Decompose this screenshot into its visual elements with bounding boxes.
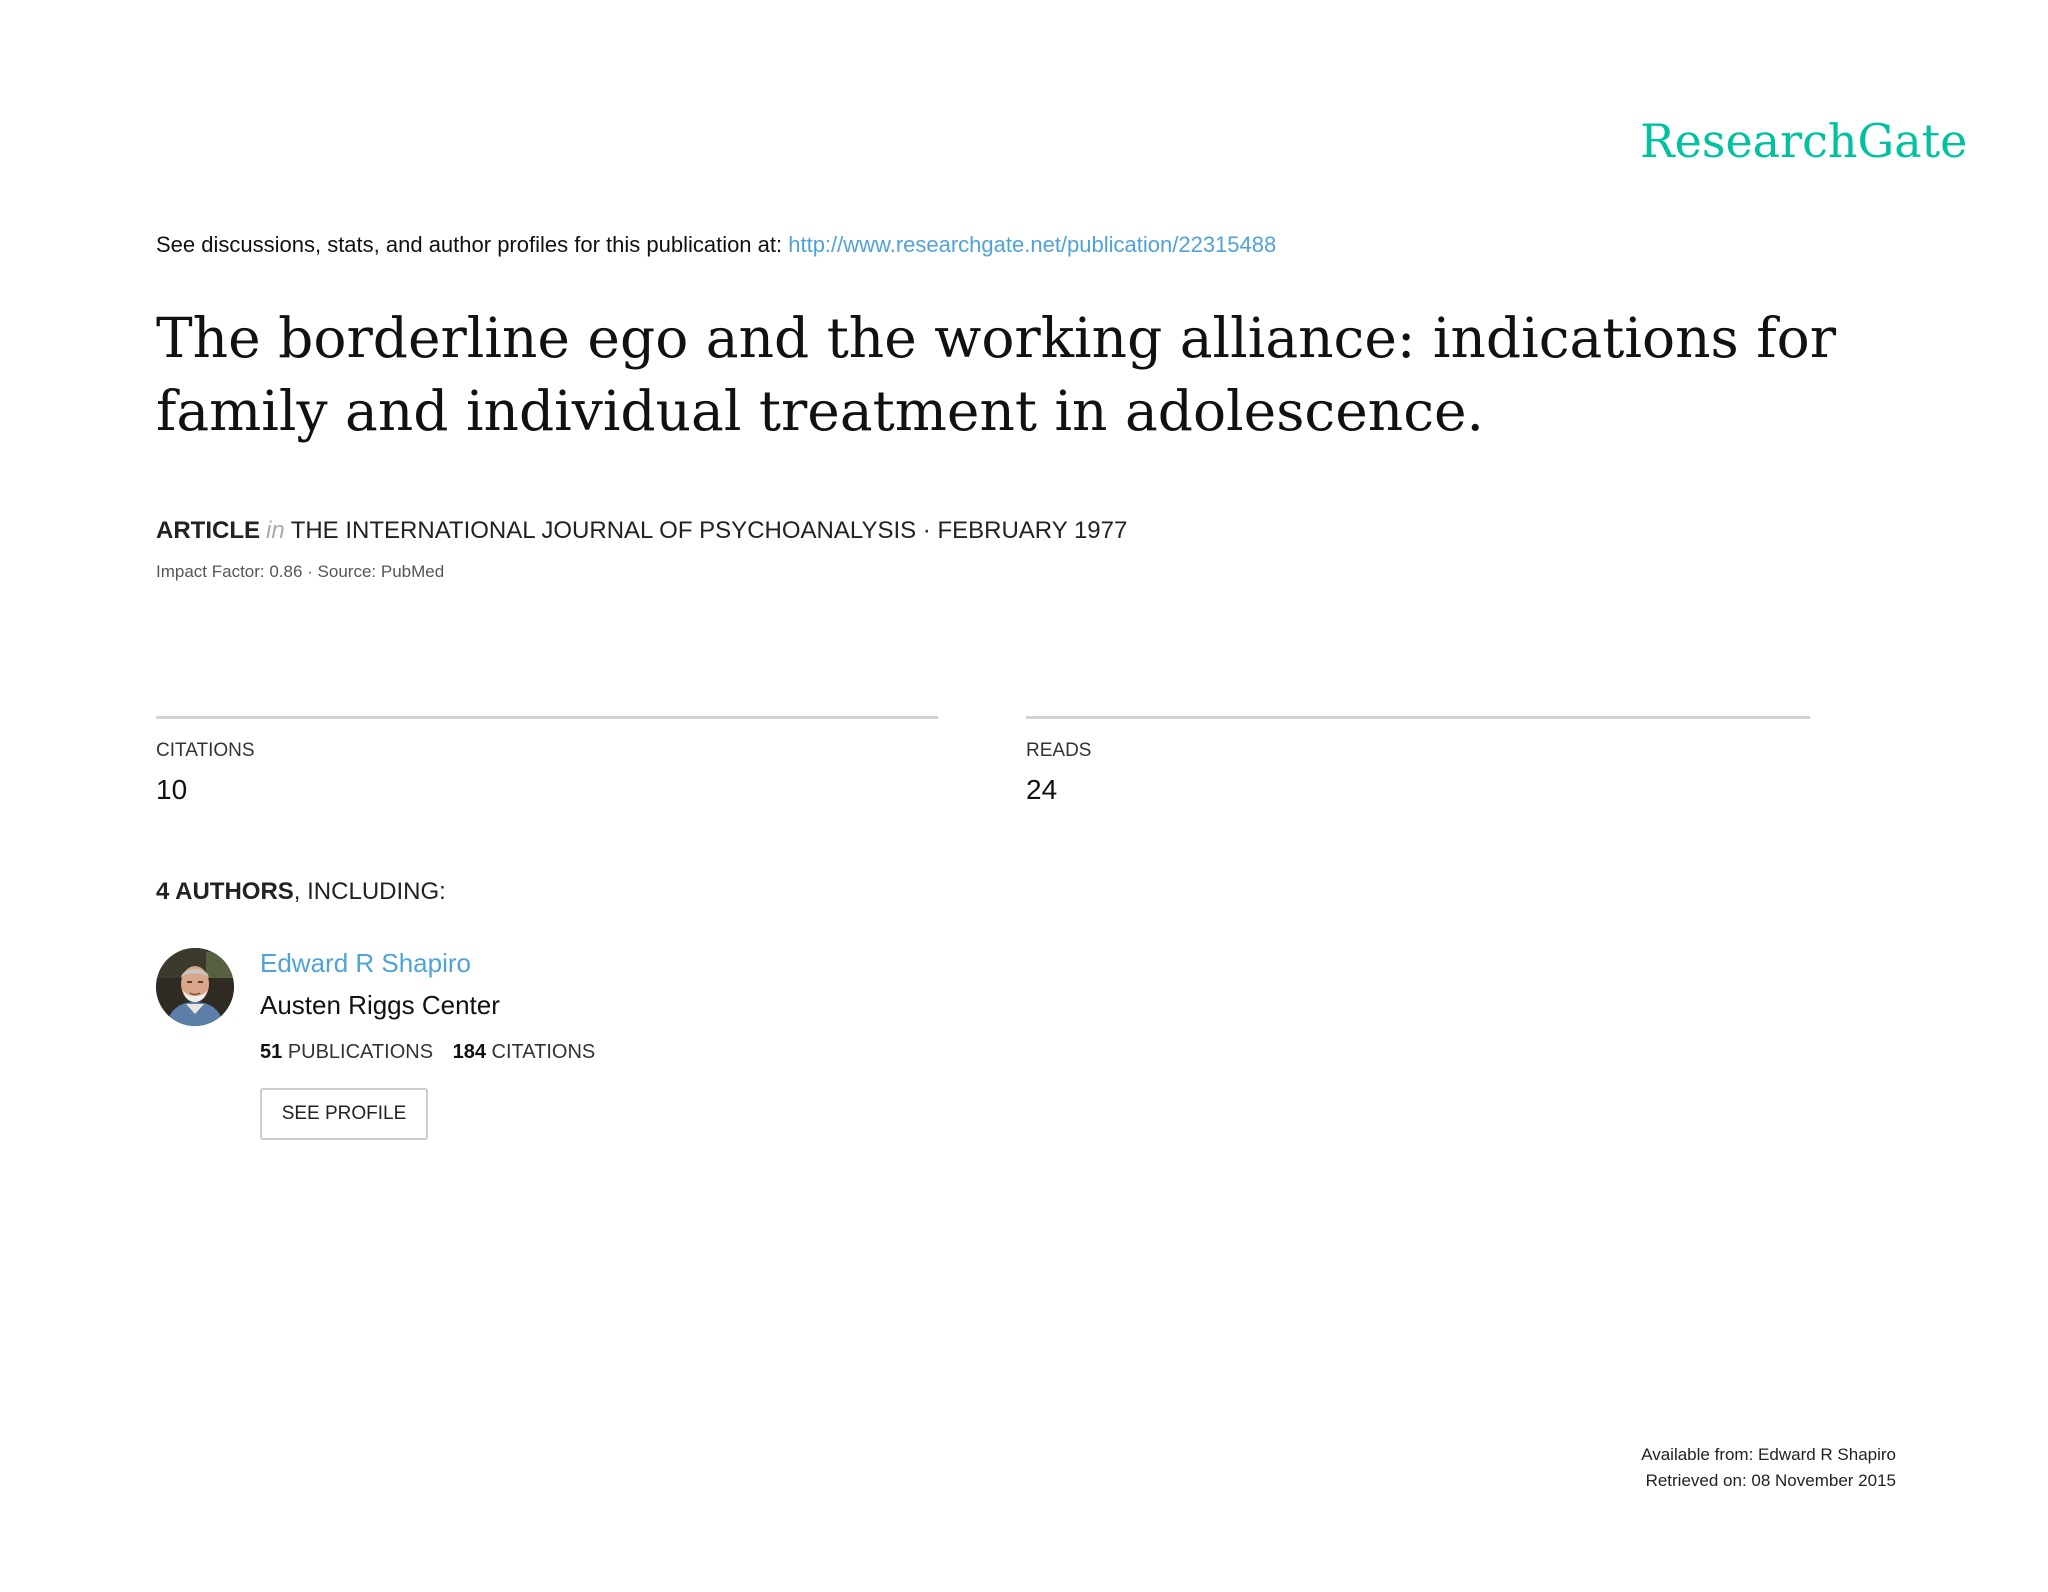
- see-profile-button[interactable]: SEE PROFILE: [260, 1088, 428, 1140]
- authors-count: 4 AUTHORS: [156, 878, 294, 905]
- author-citations-count: 184: [452, 1041, 486, 1063]
- citations-value: 10: [156, 774, 188, 805]
- author-stats: [260, 1040, 595, 1064]
- authors-heading: [156, 878, 446, 906]
- publication-title: The borderline ego and the working alliance: indications for family and individual treatment in adolescence.: [156, 306, 1836, 443]
- reads-value: 24: [1026, 774, 1058, 805]
- article-meta: [156, 517, 1127, 545]
- reads-label: READS: [1026, 740, 1092, 761]
- researchgate-logo[interactable]: ResearchGate: [1640, 114, 1968, 168]
- author-name-link[interactable]: Edward R Shapiro: [260, 948, 471, 978]
- in-word: in: [266, 517, 285, 544]
- author-institution: Austen Riggs Center: [260, 990, 500, 1020]
- available-from: Available from: Edward R Shapiro: [1641, 1445, 1896, 1464]
- article-type: ARTICLE: [156, 517, 260, 544]
- journal-date: THE INTERNATIONAL JOURNAL OF PSYCHOANALYSIS · FEBRUARY 1977: [290, 517, 1128, 544]
- reads-divider: [1026, 716, 1810, 719]
- author-publications-label: PUBLICATIONS: [287, 1041, 434, 1063]
- avatar-photo-icon: [156, 948, 234, 1026]
- retrieved-on: Retrieved on: 08 November 2015: [1645, 1471, 1896, 1490]
- impact-factor-line: Impact Factor: 0.86 · Source: PubMed: [156, 562, 445, 581]
- citations-label: CITATIONS: [156, 740, 255, 761]
- author-publications-count: 51: [260, 1041, 283, 1063]
- source-line: [156, 232, 1276, 258]
- publication-link[interactable]: http://www.researchgate.net/publication/22315488: [788, 232, 1277, 257]
- author-avatar[interactable]: [156, 948, 234, 1026]
- author-citations-label: CITATIONS: [491, 1041, 596, 1063]
- citations-divider: [156, 716, 938, 719]
- source-prefix: See discussions, stats, and author profiles for this publication at:: [156, 232, 789, 257]
- authors-heading-suffix: , INCLUDING:: [293, 878, 446, 905]
- footer-availability: [1641, 1442, 1896, 1494]
